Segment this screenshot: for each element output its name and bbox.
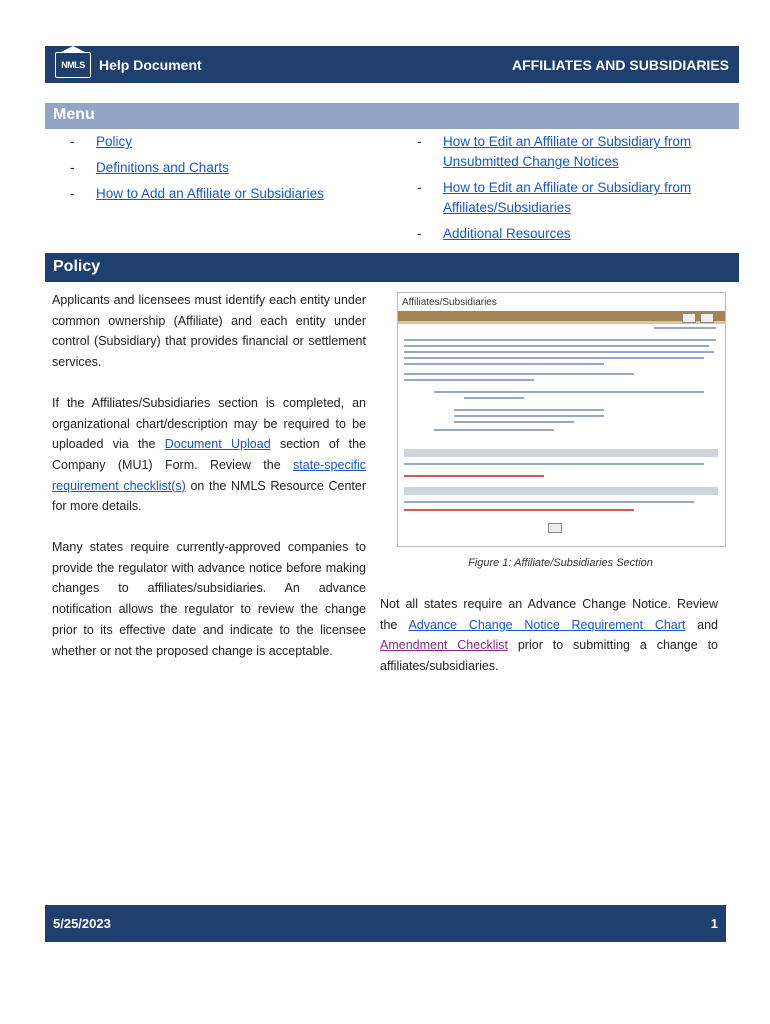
- advance-change-notice-link[interactable]: Advance Change Notice Requirement Chart: [408, 617, 686, 632]
- figure-body: [404, 327, 718, 539]
- menu-item: - Additional Resources: [417, 224, 737, 244]
- doc-title: Help Document: [99, 56, 202, 73]
- policy-paragraph-1: Applicants and licensees must identify each entity under common ownership (Affiliate) and each entity under control (Subsidiary) that provides financial or settlement services.: [52, 293, 366, 370]
- menu-link-policy[interactable]: Policy: [96, 134, 133, 149]
- figure-title: Affiliates/Subsidiaries: [402, 297, 497, 308]
- document-upload-link[interactable]: Document Upload: [164, 437, 271, 452]
- policy-heading: Policy: [45, 253, 739, 282]
- menu-heading: Menu: [45, 103, 739, 129]
- figure-caption: Figure 1: Affiliate/Subsidiaries Section: [468, 557, 653, 569]
- affiliates-screenshot-figure: [397, 292, 726, 547]
- menu-link-edit-affiliates[interactable]: How to Edit an Affiliate or Subsidiary from Affiliates/Subsidiaries: [443, 180, 692, 215]
- amendment-checklist-link[interactable]: Amendment Checklist: [380, 638, 508, 653]
- policy-paragraph-3: Many states require currently-approved companies to provide the regulator with advance notice before making changes to affiliates/subsidiaries. An advance notification allows the regulator to review the change prior to its effective date and indicate to the licensee whether or not the proposed change is acceptable.: [52, 540, 366, 658]
- menu-item: - How to Add an Affiliate or Subsidiaries: [70, 184, 370, 204]
- menu-item: - Policy: [70, 132, 370, 152]
- policy-left-column: [52, 290, 366, 681]
- menu-item: - Definitions and Charts: [70, 158, 370, 178]
- menu-link-definitions[interactable]: Definitions and Charts: [96, 160, 229, 175]
- document-footer: [45, 905, 726, 942]
- menu-link-edit-unsubmitted[interactable]: How to Edit an Affiliate or Subsidiary from Unsubmitted Change Notices: [443, 134, 692, 169]
- menu-link-additional-resources[interactable]: Additional Resources: [443, 226, 571, 241]
- policy-right-column: Not all states require an Advance Change Notice. Review the Advance Change Notice Requirement Chart and Amendment Checklist prior to submitting a change to affiliates/subsidiaries.: [380, 597, 719, 674]
- nmls-logo-icon: NMLS: [55, 52, 91, 78]
- page-number: 1: [710, 916, 718, 931]
- menu-item: - How to Edit an Affiliate or Subsidiary from Affiliates/Subsidiaries: [417, 178, 737, 218]
- footer-date: 5/25/2023: [53, 916, 111, 931]
- section-title: AFFILIATES AND SUBSIDIARIES: [511, 56, 729, 73]
- menu-link-how-to-add[interactable]: How to Add an Affiliate or Subsidiaries: [96, 186, 324, 201]
- menu-item: - How to Edit an Affiliate or Subsidiary from Unsubmitted Change Notices: [417, 132, 737, 172]
- state-checklist-link[interactable]: state-specific requirement checklist(s): [52, 457, 366, 493]
- policy-paragraph-2: If the Affiliates/Subsidiaries section is completed, an organizational chart/description may be required to be uploaded via the Document Upload section of the Company (MU1) Form. Review the state-specific requirement checklist(s) on the NMLS Resource Center for more details.: [52, 395, 367, 514]
- document-header: [45, 46, 739, 83]
